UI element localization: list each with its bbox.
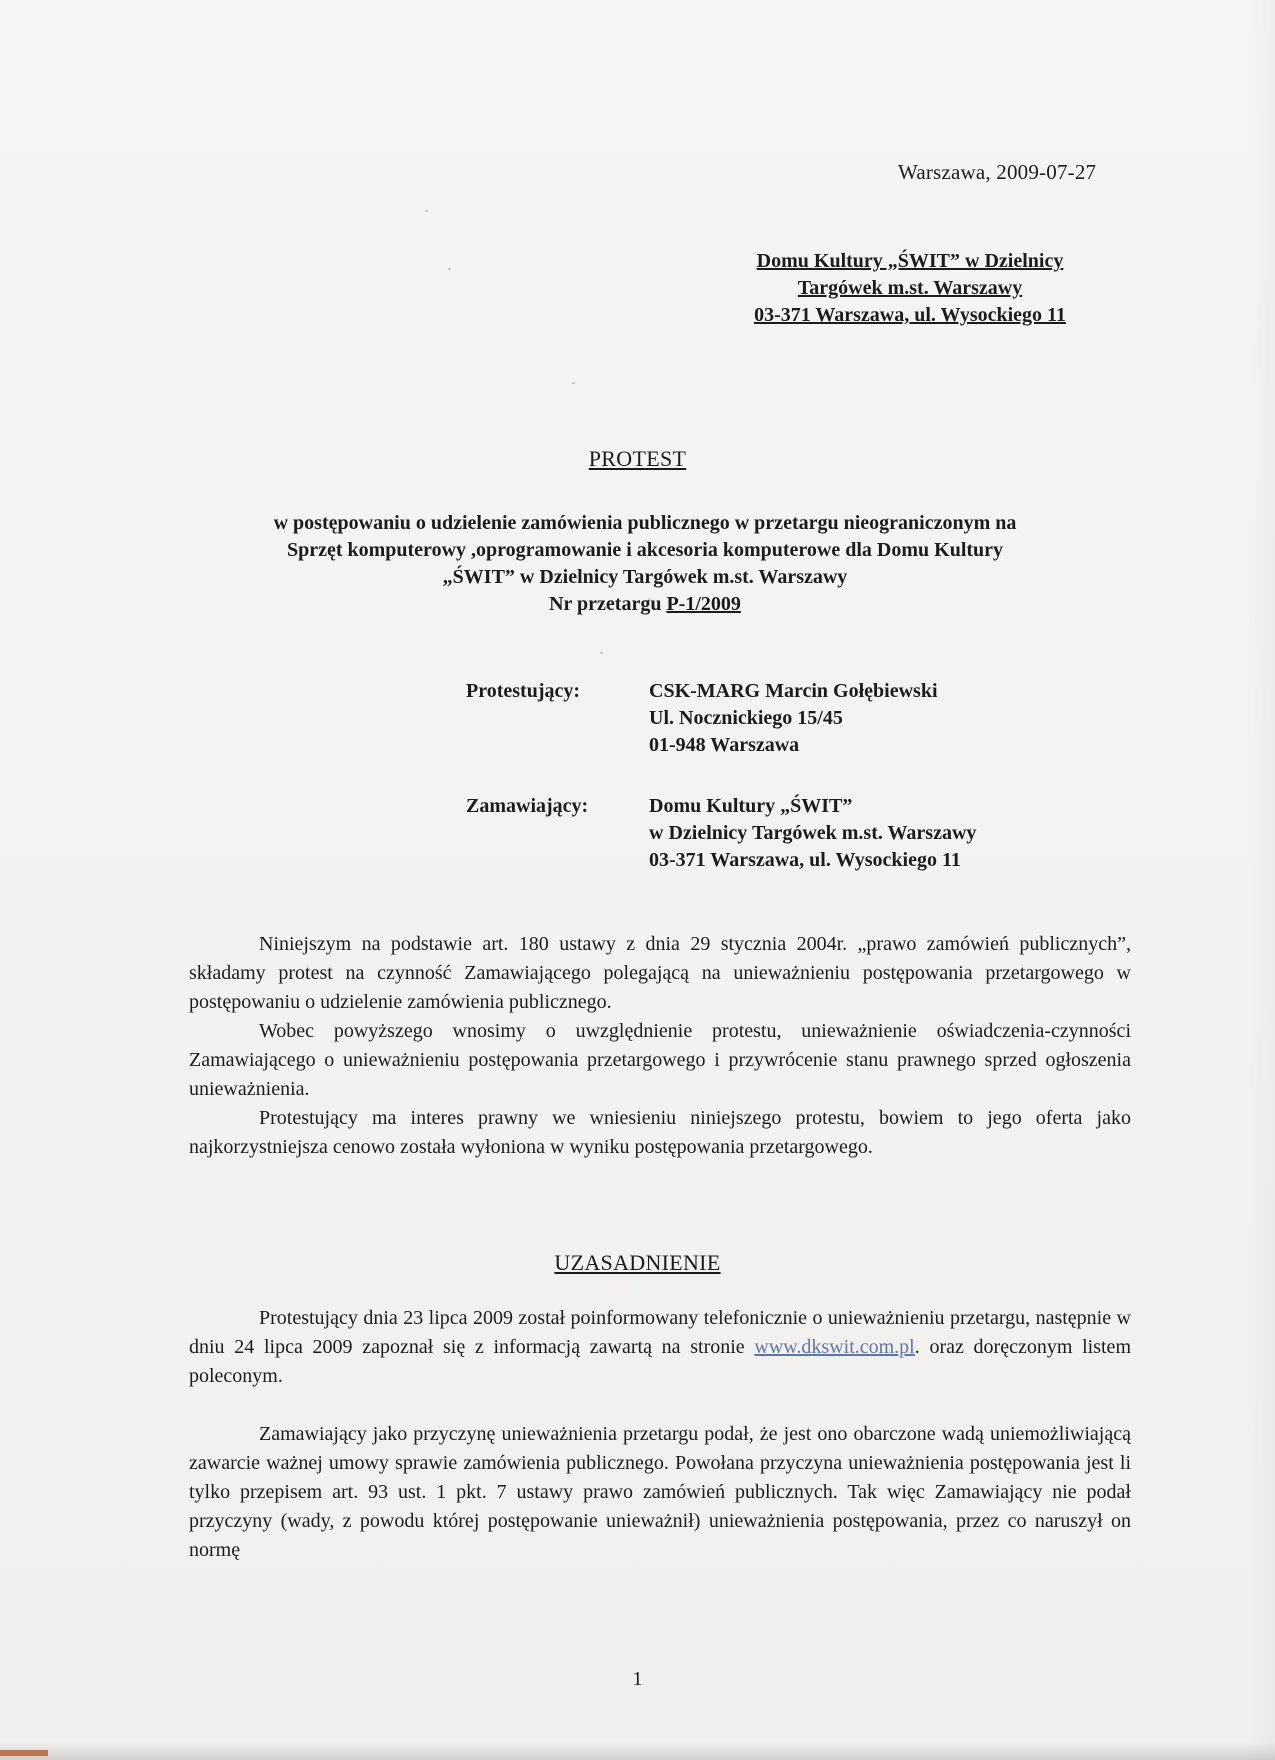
addressee-line-2: Targówek m.st. Warszawy (797, 277, 1023, 299)
protester-street: Ul. Nocznickiego 15/45 (649, 707, 843, 729)
document-date: Warszawa, 2009-07-27 (898, 160, 1097, 184)
justification-paragraph: Zamawiający jako przyczynę unieważnienia przetargu podał, że jest ono obarczone wadą uniemożliwiającą zawarcie ważnej umowy sprawie zamówienia publicznego. Powołana przyczyna unieważnienia postępowania jest li tylko przepisem art. 93 ust. 1 pkt. 7 ustawy prawo zamówień publicznych. Tak więc Zamawiający nie podał przyczyny (wady, z powodu której postępowanie unieważnił) unieważnienia postępowania, przez co naruszył on normę (189, 1423, 1131, 1561)
protester-name: CSK-MARG Marcin Gołębiewski (649, 680, 938, 702)
scan-edge-mark (0, 1750, 48, 1756)
protester-block (466, 678, 1066, 763)
subject-line-2: Sprzęt komputerowy ,oprogramowanie i akcesoria komputerowe dla Domu Kultury (286, 539, 1004, 561)
document-title: PROTEST (588, 446, 687, 471)
subject-line-4 (190, 591, 1100, 618)
protester-city: 01-948 Warszawa (649, 734, 800, 756)
subject-line-3: „ŚWIT” w Dzielnicy Targówek m.st. Warszawy (442, 566, 848, 588)
page-bottom-shadow (0, 1742, 1275, 1760)
justification-text: Protestujący dnia 23 lipca 2009 został poinformowany telefonicznie o unieważnieniu przetargu, następnie w dniu 24 lipca 2009 zapoznał się z informacją zawartą na stronie (189, 1307, 1131, 1358)
justification-title: UZASADNIENIE (554, 1250, 721, 1275)
contracting-details (649, 793, 976, 874)
website-link[interactable]: www.dkswit.com.pl (754, 1336, 915, 1358)
contracting-name: Domu Kultury „ŚWIT” (649, 795, 853, 817)
addressee-block (700, 248, 1120, 329)
page-number: 1 (632, 1668, 643, 1690)
justification-text: . oraz doręczonym listem poleconym. (189, 1336, 1131, 1387)
contracting-block (466, 793, 1086, 878)
body-paragraph: Niniejszym na podstawie art. 180 ustawy z dnia 29 stycznia 2004r. „prawo zamówień publicznych”, składamy protest na czynność Zamawiającego polegającą na unieważnieniu postępowania przetargowego w postępowaniu o udzielenie zamówienia publicznego. (189, 933, 1131, 1013)
contracting-label: Zamawiający: (466, 795, 589, 817)
justification-paragraph (189, 1304, 1131, 1391)
tender-number-prefix: Nr przetargu (549, 593, 667, 615)
scan-speck (448, 268, 451, 270)
subject-line-1: w postępowaniu o udzielenie zamówienia publicznego w przetargu nieograniczonym na (273, 512, 1017, 534)
page-edge-shadow (1247, 0, 1275, 1760)
protester-details (649, 678, 938, 759)
scan-speck (425, 210, 428, 212)
subject-block (190, 510, 1100, 618)
body-paragraph: Wobec powyższego wnosimy o uwzględnienie protestu, unieważnienie oświadczenia-czynności Zamawiającego o unieważnieniu postępowania przetargowego i przywrócenie stanu prawnego sprzed ogłoszenia unieważnienia. (189, 1020, 1131, 1100)
scan-speck (600, 652, 603, 654)
addressee-line-1: Domu Kultury „ŚWIT” w Dzielnicy (756, 250, 1064, 272)
justification-body (189, 1304, 1131, 1565)
body-paragraph: Protestujący ma interes prawny we wniesieniu niniejszego protestu, bowiem to jego oferta jako najkorzystniejsza cenowo została wyłoniona w wyniku postępowania przetargowego. (189, 1107, 1131, 1158)
scan-speck (572, 382, 575, 384)
contracting-district: w Dzielnicy Targówek m.st. Warszawy (649, 822, 977, 844)
protest-body (189, 930, 1131, 1162)
tender-number: P-1/2009 (666, 593, 741, 615)
protester-label: Protestujący: (466, 680, 581, 702)
contracting-address: 03-371 Warszawa, ul. Wysockiego 11 (649, 849, 961, 871)
addressee-line-3: 03-371 Warszawa, ul. Wysockiego 11 (754, 304, 1066, 326)
